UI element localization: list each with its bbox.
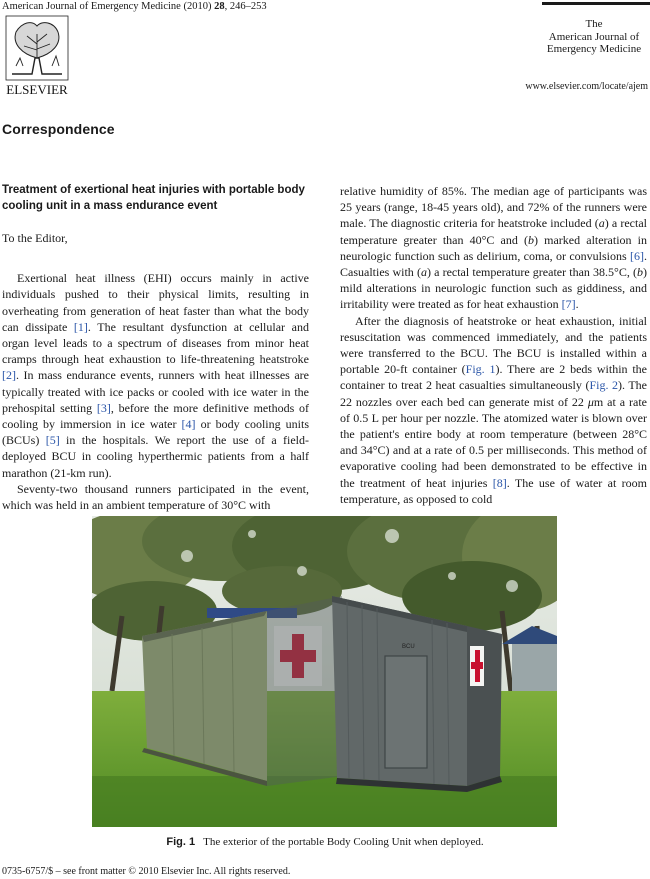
text-column-right: [340, 183, 647, 507]
journal-rule: [542, 2, 650, 5]
figure-link[interactable]: Fig. 1: [465, 362, 496, 377]
citation-link[interactable]: [3]: [96, 400, 111, 415]
body-paragraph: relative humidity of 85%. The median age of participants was 25 years (range, 18-45 years old), and 72% of the runners were male. The diagnostic criteria for heatstroke included (a) a rectal temperature greater than 40°C and (b) marked alteration in neurologic function such as delirium, coma, or convulsions [6]. Casualties with (a) a rectal temperature greater than 38.5°C, (b) mild alterations in neurologic function such as giddiness, and irritability were treated as for heat exhaustion [7].: [340, 184, 648, 312]
article-title: Treatment of exertional heat injuries with portable body cooling unit in a mass endurance event: [2, 184, 305, 212]
body-paragraph: Seventy-two thousand runners participated in the event, which was held in an ambient temperature of 30°C with: [2, 481, 309, 513]
elsevier-logo: [2, 14, 72, 98]
journal-name: The American Journal of Emergency Medicine: [546, 18, 642, 55]
footer-copyright: 0735-6757/$ – see front matter © 2010 Elsevier Inc. All rights reserved.: [2, 866, 291, 877]
citation-link[interactable]: [6]: [630, 248, 644, 263]
citation-link[interactable]: [5]: [45, 433, 60, 448]
citation-link[interactable]: [1]: [73, 319, 88, 334]
citation-link[interactable]: [7]: [561, 297, 576, 312]
figure-caption: Fig. 1 The exterior of the portable Body Cooling Unit when deployed.: [166, 836, 484, 848]
journal-citation: American Journal of Emergency Medicine (2010) 28, 246–253: [2, 1, 267, 12]
journal-url[interactable]: www.elsevier.com/locate/ajem: [525, 81, 648, 92]
figure-label: Fig. 1: [166, 836, 196, 848]
citation-link[interactable]: [4]: [181, 417, 196, 432]
figure-photo: [92, 516, 557, 827]
salutation: To the Editor,: [2, 231, 68, 245]
cooling-unit-container: [142, 596, 502, 792]
container-door: [385, 656, 427, 768]
text-column-left: [2, 183, 309, 513]
figure-link[interactable]: Fig. 2: [589, 378, 618, 393]
container-label: BCU: [402, 644, 415, 650]
section-heading: Correspondence: [2, 121, 115, 137]
body-paragraph: After the diagnosis of heatstroke or heat exhaustion, initial resuscitation was commenced immediately, and the patients were transferred to the BCU. The BCU is installed within a portable 20-ft container (Fig. 1). There are 2 beds within the container to treat 2 heat casualties simultaneously (Fig. 2). The 22 nozzles over each bed can generate mist of 22 μm at a rate of 0.5 L per hour per nozzle. The atomized water is blown over the patient's entire body at room temperature (between 28°C and 34°C) and at a rate of 0.5 per milliseconds. This method of evaporative cooling had been demonstrated to be effective in the treatment of heat injuries [8]. The use of water at room temperature, as opposed to cold: [340, 313, 648, 506]
citation-link[interactable]: [8]: [492, 475, 507, 490]
publisher-name: ELSEVIER: [6, 82, 68, 97]
body-paragraph: Exertional heat illness (EHI) occurs mainly in active individuals pushed to their physical limits, resulting in overheating from generation of heat faster than what the body can dissipate [1]. The resultant dysfunction at cellular and organ level leads to a spectrum of diseases from minor heat cramps through heat exhaustion to life-threatening heatstroke [2]. In mass endurance events, runners with heat illnesses are typically treated with ice packs or cooled with ice water in the prehospital setting [3], before the more definitive methods of cooling by immersion in ice water [4] or body cooling units (BCUs) [5] in the hospitals. We report the use of a field-deployed BCU in cooling hyperthermic patients from a half marathon (21-km run).: [2, 271, 310, 480]
citation-link[interactable]: [2]: [2, 368, 16, 383]
